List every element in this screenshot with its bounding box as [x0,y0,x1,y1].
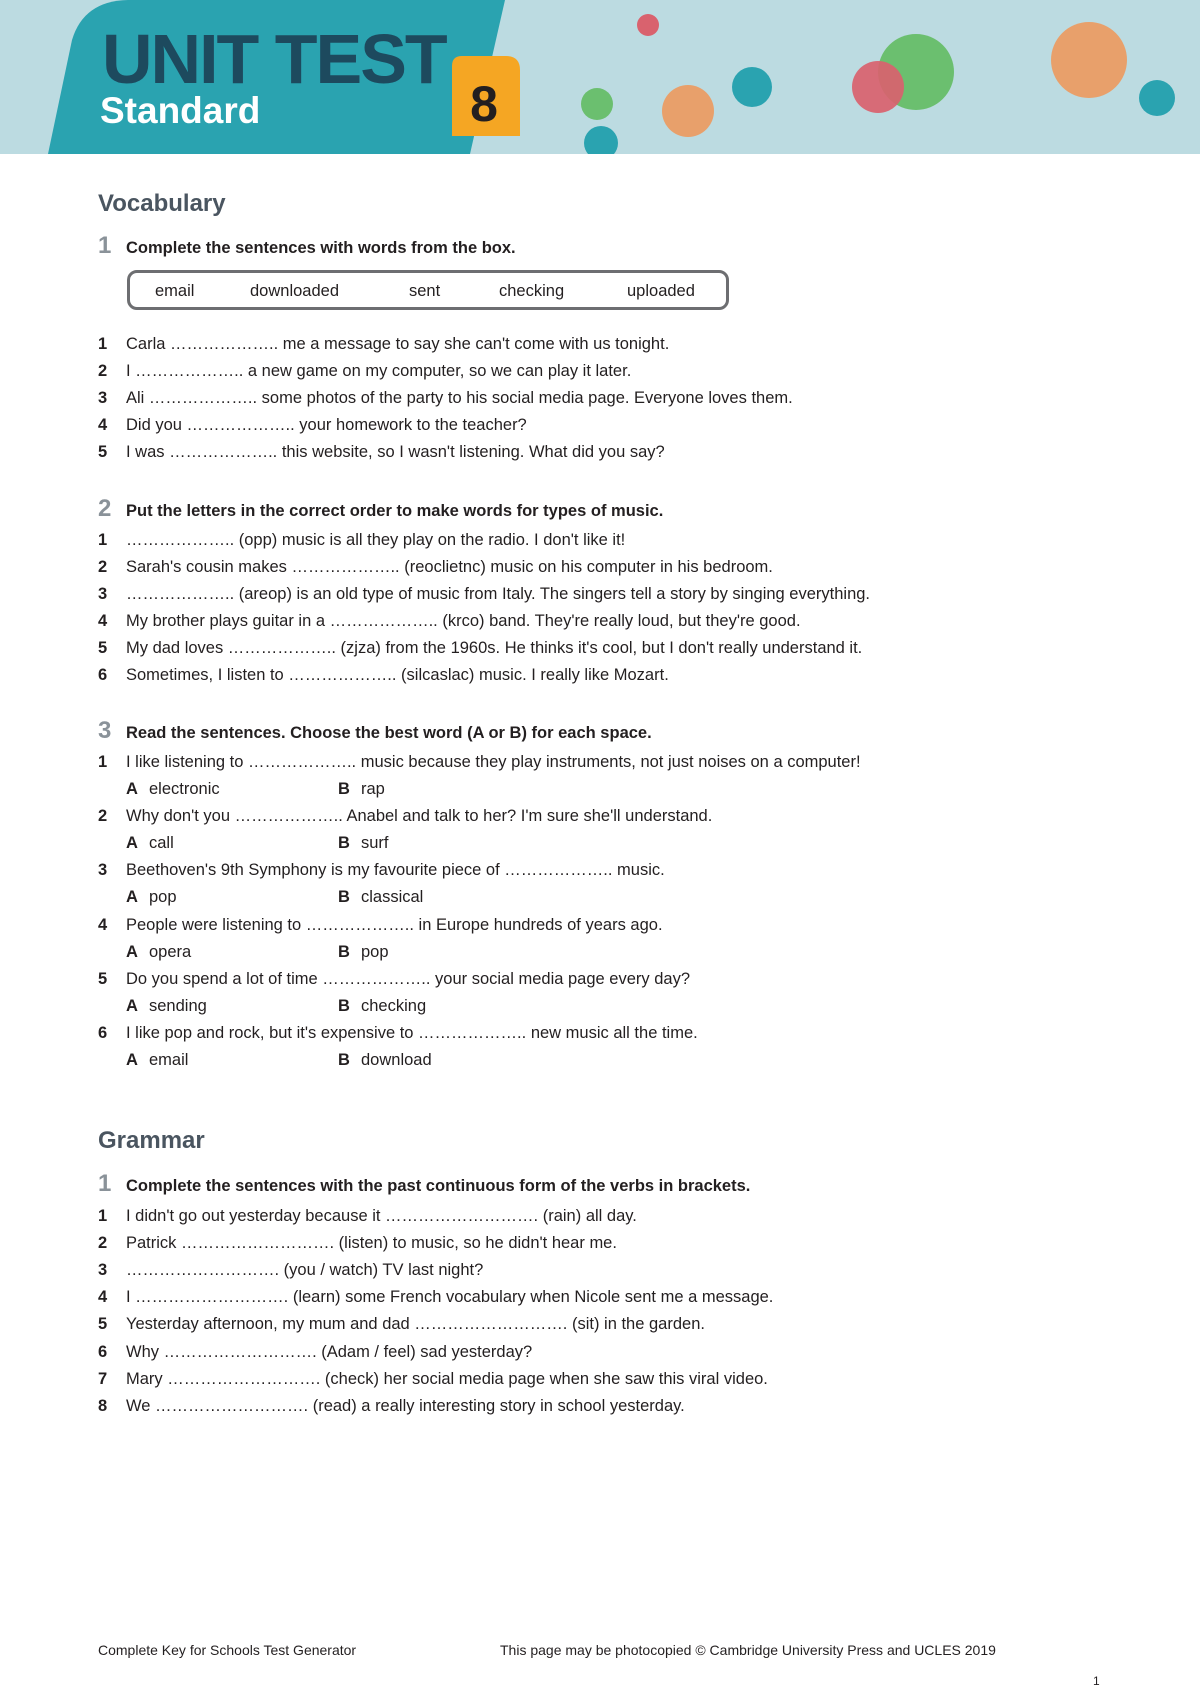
box-word: email [155,282,195,300]
task-instruction: Put the letters in the correct order to make words for types of music. [126,502,664,520]
word-box [127,270,729,310]
task-instruction: Complete the sentences with words from the box. [126,239,516,257]
task-number: 1 [98,1170,112,1197]
option-a: A sending [126,997,207,1015]
option-a: A opera [126,943,192,961]
vocab-task-3-heading [98,717,652,745]
box-word: sent [409,282,441,300]
option-b: B pop [338,943,389,961]
page-number: 1 [1093,1674,1100,1688]
task-number: 3 [98,717,112,744]
footer-copyright: This page may be photocopied © Cambridge University Press and UCLES 2019 [500,1642,996,1658]
option-a: A pop [126,888,177,906]
option-b: B rap [338,780,385,798]
box-word: checking [499,282,565,300]
option-a: A email [126,1051,189,1069]
box-word: downloaded [250,282,339,300]
option-b: B classical [338,888,424,906]
page-header [0,0,1200,154]
grammar-task-1-heading [98,1170,750,1198]
task-instruction: Complete the sentences with the past continuous form of the verbs in brackets. [126,1177,751,1195]
task-number: 1 [98,232,112,259]
vocab-task-1-heading [98,232,516,260]
header-subtitle: Standard [100,90,261,131]
option-b: B download [338,1051,432,1069]
unit-number-badge: 8 [470,76,498,132]
task-instruction: Read the sentences. Choose the best word (A or B) for each space. [126,724,652,742]
option-a: A electronic [126,780,220,798]
box-word: uploaded [627,282,695,300]
vocab-task-2-heading [98,495,663,523]
footer-left-text: Complete Key for Schools Test Generator [98,1642,357,1658]
option-a: A call [126,834,174,852]
task-number: 2 [98,495,112,522]
option-b: B checking [338,997,427,1015]
option-b: B surf [338,834,389,852]
header-title: UNIT TEST [102,20,446,98]
section-title-grammar: Grammar [98,1127,205,1154]
section-title-vocabulary: Vocabulary [98,190,226,217]
